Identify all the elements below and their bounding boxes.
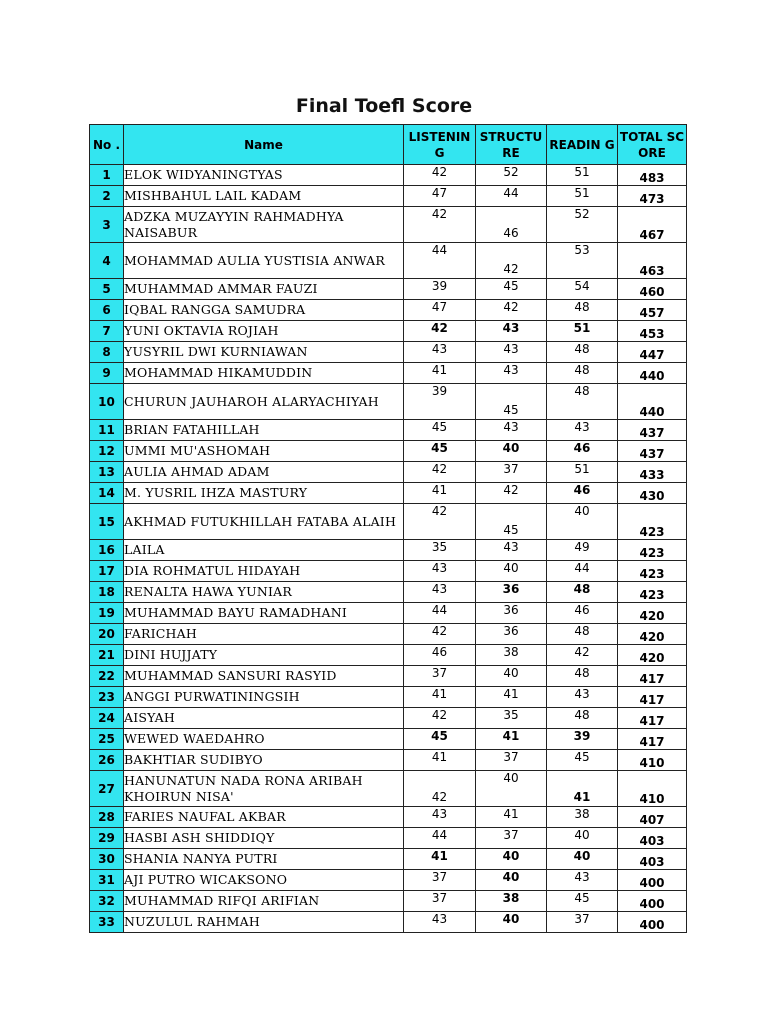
listening-score: 39 (404, 279, 476, 300)
student-name: RENALTA HAWA YUNIAR (124, 582, 404, 603)
row-number: 18 (90, 582, 124, 603)
row-number: 9 (90, 363, 124, 384)
structure-score: 40 (476, 666, 547, 687)
total-score: 423 (618, 561, 687, 582)
student-name: MUHAMMAD BAYU RAMADHANI (124, 603, 404, 624)
reading-score: 40 (547, 828, 618, 849)
listening-score: 45 (404, 420, 476, 441)
total-score: 437 (618, 441, 687, 462)
reading-score: 48 (547, 708, 618, 729)
row-number: 6 (90, 300, 124, 321)
reading-score: 43 (547, 687, 618, 708)
listening-score: 43 (404, 342, 476, 363)
student-name: YUNI OKTAVIA ROJIAH (124, 321, 404, 342)
table-row (90, 912, 687, 933)
student-name: CHURUN JAUHAROH ALARYACHIYAH (124, 384, 404, 420)
structure-score: 52 (476, 165, 547, 186)
reading-score: 40 (547, 504, 618, 540)
table-row (90, 708, 687, 729)
reading-score: 48 (547, 363, 618, 384)
reading-score: 43 (547, 870, 618, 891)
reading-score: 51 (547, 165, 618, 186)
total-score: 400 (618, 870, 687, 891)
table-row (90, 504, 687, 540)
row-number: 26 (90, 750, 124, 771)
reading-score: 45 (547, 891, 618, 912)
reading-score: 53 (547, 243, 618, 279)
row-number: 14 (90, 483, 124, 504)
student-name: FARIES NAUFAL AKBAR (124, 807, 404, 828)
table-row (90, 561, 687, 582)
total-score: 453 (618, 321, 687, 342)
row-number: 3 (90, 207, 124, 243)
header-total: TOTAL SCORE (618, 125, 687, 165)
listening-score: 42 (404, 504, 476, 540)
listening-score: 43 (404, 912, 476, 933)
header-structure: STRUCTU RE (476, 125, 547, 165)
table-row (90, 483, 687, 504)
table-row (90, 603, 687, 624)
student-name: AISYAH (124, 708, 404, 729)
structure-score: 43 (476, 363, 547, 384)
table-row (90, 342, 687, 363)
student-name: BAKHTIAR SUDIBYO (124, 750, 404, 771)
total-score: 467 (618, 207, 687, 243)
structure-score: 35 (476, 708, 547, 729)
listening-score: 41 (404, 483, 476, 504)
student-name: BRIAN FATAHILLAH (124, 420, 404, 441)
student-name: MOHAMMAD HIKAMUDDIN (124, 363, 404, 384)
listening-score: 44 (404, 828, 476, 849)
student-name: FARICHAH (124, 624, 404, 645)
reading-score: 41 (547, 771, 618, 807)
total-score: 423 (618, 582, 687, 603)
listening-score: 42 (404, 207, 476, 243)
student-name: MUHAMMAD SANSURI RASYID (124, 666, 404, 687)
structure-score: 42 (476, 300, 547, 321)
score-table (89, 124, 687, 933)
total-score: 407 (618, 807, 687, 828)
row-number: 30 (90, 849, 124, 870)
total-score: 403 (618, 828, 687, 849)
row-number: 32 (90, 891, 124, 912)
reading-score: 45 (547, 750, 618, 771)
total-score: 473 (618, 186, 687, 207)
table-row (90, 729, 687, 750)
listening-score: 44 (404, 243, 476, 279)
row-number: 10 (90, 384, 124, 420)
total-score: 417 (618, 708, 687, 729)
reading-score: 49 (547, 540, 618, 561)
reading-score: 51 (547, 321, 618, 342)
total-score: 417 (618, 666, 687, 687)
reading-score: 38 (547, 807, 618, 828)
structure-score: 40 (476, 441, 547, 462)
row-number: 5 (90, 279, 124, 300)
row-number: 16 (90, 540, 124, 561)
total-score: 420 (618, 624, 687, 645)
structure-score: 37 (476, 462, 547, 483)
listening-score: 37 (404, 666, 476, 687)
reading-score: 51 (547, 462, 618, 483)
listening-score: 35 (404, 540, 476, 561)
structure-score: 45 (476, 504, 547, 540)
table-row (90, 300, 687, 321)
reading-score: 46 (547, 483, 618, 504)
reading-score: 51 (547, 186, 618, 207)
reading-score: 44 (547, 561, 618, 582)
page-title: Final Toefl Score (295, 95, 473, 117)
header-name: Name (124, 125, 404, 165)
listening-score: 43 (404, 561, 476, 582)
listening-score: 43 (404, 807, 476, 828)
listening-score: 41 (404, 849, 476, 870)
reading-score: 48 (547, 300, 618, 321)
total-score: 400 (618, 912, 687, 933)
student-name: AULIA AHMAD ADAM (124, 462, 404, 483)
listening-score: 41 (404, 363, 476, 384)
total-score: 433 (618, 462, 687, 483)
reading-score: 48 (547, 384, 618, 420)
structure-score: 43 (476, 540, 547, 561)
total-score: 447 (618, 342, 687, 363)
listening-score: 42 (404, 708, 476, 729)
structure-score: 43 (476, 342, 547, 363)
student-name: MUHAMMAD AMMAR FAUZI (124, 279, 404, 300)
table-row (90, 165, 687, 186)
structure-score: 40 (476, 561, 547, 582)
total-score: 440 (618, 363, 687, 384)
reading-score: 39 (547, 729, 618, 750)
reading-score: 40 (547, 849, 618, 870)
structure-score: 40 (476, 870, 547, 891)
row-number: 7 (90, 321, 124, 342)
row-number: 1 (90, 165, 124, 186)
structure-score: 36 (476, 624, 547, 645)
table-row (90, 666, 687, 687)
listening-score: 46 (404, 645, 476, 666)
total-score: 420 (618, 645, 687, 666)
row-number: 23 (90, 687, 124, 708)
listening-score: 45 (404, 441, 476, 462)
table-row (90, 363, 687, 384)
structure-score: 37 (476, 828, 547, 849)
row-number: 13 (90, 462, 124, 483)
row-number: 11 (90, 420, 124, 441)
structure-score: 45 (476, 384, 547, 420)
reading-score: 48 (547, 582, 618, 603)
total-score: 430 (618, 483, 687, 504)
header-reading: READIN G (547, 125, 618, 165)
reading-score: 37 (547, 912, 618, 933)
table-row (90, 582, 687, 603)
table-row (90, 891, 687, 912)
structure-score: 37 (476, 750, 547, 771)
structure-score: 43 (476, 321, 547, 342)
student-name: LAILA (124, 540, 404, 561)
total-score: 483 (618, 165, 687, 186)
listening-score: 42 (404, 165, 476, 186)
table-row (90, 849, 687, 870)
student-name: AJI PUTRO WICAKSONO (124, 870, 404, 891)
row-number: 8 (90, 342, 124, 363)
student-name: ANGGI PURWATININGSIH (124, 687, 404, 708)
structure-score: 40 (476, 849, 547, 870)
listening-score: 45 (404, 729, 476, 750)
structure-score: 41 (476, 687, 547, 708)
total-score: 417 (618, 729, 687, 750)
listening-score: 41 (404, 687, 476, 708)
row-number: 4 (90, 243, 124, 279)
total-score: 440 (618, 384, 687, 420)
row-number: 2 (90, 186, 124, 207)
listening-score: 42 (404, 462, 476, 483)
listening-score: 41 (404, 750, 476, 771)
total-score: 403 (618, 849, 687, 870)
student-name: AKHMAD FUTUKHILLAH FATABA ALAIH (124, 504, 404, 540)
row-number: 17 (90, 561, 124, 582)
student-name: WEWED WAEDAHRO (124, 729, 404, 750)
structure-score: 41 (476, 729, 547, 750)
table-row (90, 807, 687, 828)
listening-score: 42 (404, 624, 476, 645)
structure-score: 41 (476, 807, 547, 828)
header-row (90, 125, 687, 165)
row-number: 12 (90, 441, 124, 462)
row-number: 25 (90, 729, 124, 750)
total-score: 423 (618, 540, 687, 561)
structure-score: 43 (476, 420, 547, 441)
table-row (90, 624, 687, 645)
table-row (90, 384, 687, 420)
table-row (90, 321, 687, 342)
student-name: UMMI MU'ASHOMAH (124, 441, 404, 462)
reading-score: 54 (547, 279, 618, 300)
structure-score: 36 (476, 603, 547, 624)
reading-score: 46 (547, 603, 618, 624)
row-number: 22 (90, 666, 124, 687)
listening-score: 43 (404, 582, 476, 603)
student-name: MUHAMMAD RIFQI ARIFIAN (124, 891, 404, 912)
row-number: 29 (90, 828, 124, 849)
total-score: 400 (618, 891, 687, 912)
table-row (90, 828, 687, 849)
total-score: 437 (618, 420, 687, 441)
reading-score: 43 (547, 420, 618, 441)
row-number: 15 (90, 504, 124, 540)
table-row (90, 441, 687, 462)
total-score: 463 (618, 243, 687, 279)
reading-score: 48 (547, 342, 618, 363)
row-number: 33 (90, 912, 124, 933)
structure-score: 38 (476, 645, 547, 666)
reading-score: 42 (547, 645, 618, 666)
student-name: DIA ROHMATUL HIDAYAH (124, 561, 404, 582)
student-name: YUSYRIL DWI KURNIAWAN (124, 342, 404, 363)
structure-score: 40 (476, 771, 547, 807)
total-score: 417 (618, 687, 687, 708)
listening-score: 42 (404, 321, 476, 342)
table-row (90, 540, 687, 561)
table-row (90, 645, 687, 666)
student-name: M. YUSRIL IHZA MASTURY (124, 483, 404, 504)
total-score: 460 (618, 279, 687, 300)
row-number: 24 (90, 708, 124, 729)
listening-score: 44 (404, 603, 476, 624)
structure-score: 40 (476, 912, 547, 933)
row-number: 31 (90, 870, 124, 891)
reading-score: 46 (547, 441, 618, 462)
table-row (90, 870, 687, 891)
table-row (90, 750, 687, 771)
total-score: 457 (618, 300, 687, 321)
listening-score: 47 (404, 186, 476, 207)
listening-score: 37 (404, 870, 476, 891)
structure-score: 44 (476, 186, 547, 207)
student-name: MISHBAHUL LAIL KADAM (124, 186, 404, 207)
table-row (90, 462, 687, 483)
reading-score: 48 (547, 666, 618, 687)
student-name: SHANIA NANYA PUTRI (124, 849, 404, 870)
listening-score: 37 (404, 891, 476, 912)
reading-score: 52 (547, 207, 618, 243)
table-row (90, 186, 687, 207)
row-number: 21 (90, 645, 124, 666)
student-name: HANUNATUN NADA RONA ARIBAH KHOIRUN NISA' (124, 771, 404, 807)
structure-score: 38 (476, 891, 547, 912)
listening-score: 42 (404, 771, 476, 807)
row-number: 19 (90, 603, 124, 624)
total-score: 410 (618, 771, 687, 807)
table-row (90, 420, 687, 441)
table-row (90, 243, 687, 279)
student-name: IQBAL RANGGA SAMUDRA (124, 300, 404, 321)
student-name: ADZKA MUZAYYIN RAHMADHYA NAISABUR (124, 207, 404, 243)
reading-score: 48 (547, 624, 618, 645)
total-score: 423 (618, 504, 687, 540)
total-score: 410 (618, 750, 687, 771)
table-row (90, 279, 687, 300)
table-row (90, 771, 687, 807)
total-score: 420 (618, 603, 687, 624)
student-name: NUZULUL RAHMAH (124, 912, 404, 933)
student-name: DINI HUJJATY (124, 645, 404, 666)
structure-score: 46 (476, 207, 547, 243)
header-no: No . (90, 125, 124, 165)
row-number: 27 (90, 771, 124, 807)
structure-score: 36 (476, 582, 547, 603)
structure-score: 42 (476, 483, 547, 504)
listening-score: 47 (404, 300, 476, 321)
table-row (90, 687, 687, 708)
student-name: ELOK WIDYANINGTYAS (124, 165, 404, 186)
student-name: HASBI ASH SHIDDIQY (124, 828, 404, 849)
row-number: 28 (90, 807, 124, 828)
structure-score: 45 (476, 279, 547, 300)
row-number: 20 (90, 624, 124, 645)
listening-score: 39 (404, 384, 476, 420)
student-name: MOHAMMAD AULIA YUSTISIA ANWAR (124, 243, 404, 279)
structure-score: 42 (476, 243, 547, 279)
table-row (90, 207, 687, 243)
header-listening: LISTENIN G (404, 125, 476, 165)
